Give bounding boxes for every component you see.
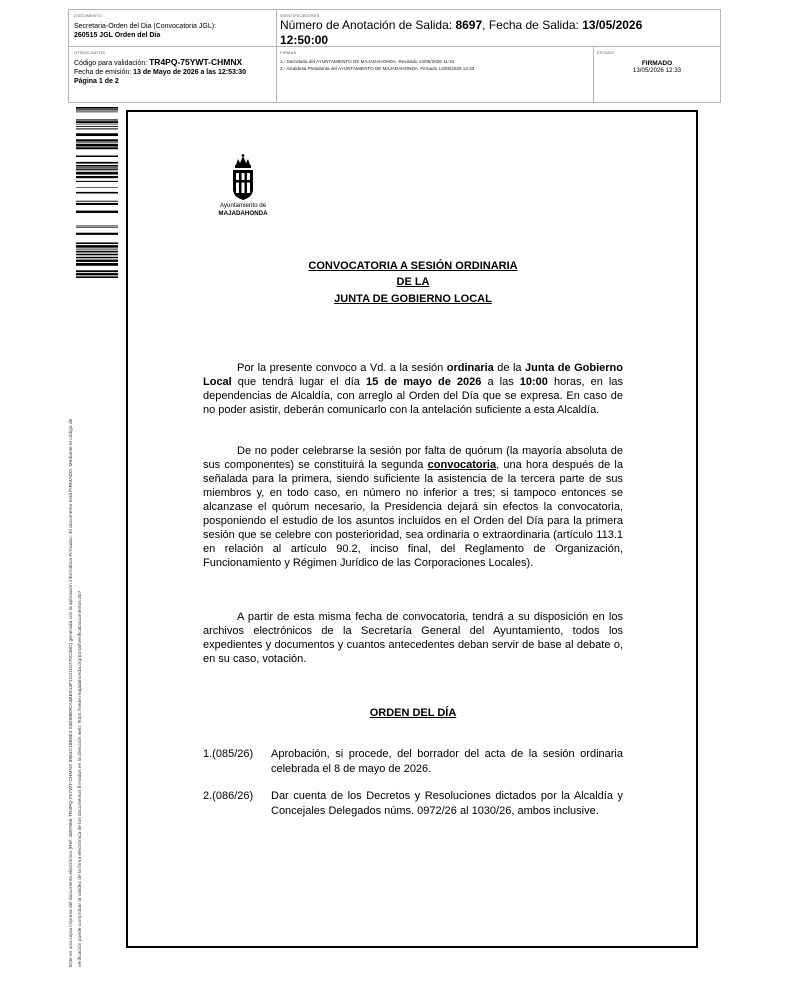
barcode-bar [76, 254, 118, 256]
p1-hora: 10:00 [519, 376, 548, 388]
documento-cell [74, 13, 274, 40]
documento-name: Secretaria-Orden del Dia (Convocatoria JGL): [74, 23, 217, 30]
pagina: Página 1 de 2 [74, 78, 119, 85]
title-line-2: DE LA [396, 276, 430, 288]
barcode-bar [76, 249, 118, 250]
barcode-bar [76, 257, 118, 259]
barcode-bar [76, 192, 118, 194]
p1-text-i: horas, en las dependencias de Alcaldía, con arreglo al Orden del Día que se expresa. En caso de no poder asistir, deberán comunicarlo con la antelación suficiente a esta Alcaldía. [203, 376, 623, 416]
barcode-bar [76, 147, 118, 149]
codigo-value[interactable]: TR4PQ-75YWT-CHMNX [149, 57, 243, 67]
anotacion-mid: , Fecha de Salida: [482, 18, 583, 32]
item-number: 2.(086/26) [203, 790, 254, 802]
barcode-bar [76, 126, 118, 127]
estado-cell [597, 50, 717, 74]
barcode-bar [76, 242, 118, 244]
estado-fecha: 13/05/2026 12:33 [632, 67, 682, 74]
barcode-bar [76, 263, 118, 266]
barcode-bar [76, 109, 118, 110]
barcode-bar [76, 276, 118, 278]
barcode-bar [76, 226, 118, 227]
barcode-bar [76, 142, 118, 143]
codigo-validacion[interactable] [74, 58, 274, 68]
identificadores-label: IDENTIFICADORES [280, 13, 320, 18]
item-text: Aprobación, si procede, del borrador del acta de la sesión ordinaria celebrada el 8 de mayo de 2026. [271, 748, 623, 775]
p1-text-g: a las [481, 376, 520, 388]
barcode-bar [76, 169, 118, 170]
barcode-bar [76, 233, 118, 235]
fecha-emision [74, 68, 274, 77]
side-verification-text [67, 287, 85, 967]
barcode-bar [76, 139, 118, 141]
p2-text-c: , una hora después de la señalada para la primera, siendo suficiente la asistencia de la tercera parte de sus miembros y, en todo caso, en número no inferior a tres; si tampoco entonces se alcanzase el quórum necesario, la Presidencia dejará sin efectos la convocatoria, posponiendo el estudio de los asuntos incluidos en el Orden del Día para la primera sesión que se celebre con posterioridad, sea ordinaria o extraordinaria (artículo 113.1 en relación al artículo 90.2, inciso final, del Reglamento de Organización, Funcionamiento y Régimen Jurídico de las Corporaciones Locales). [203, 459, 623, 569]
item-number: 1.(085/26) [203, 748, 254, 760]
side-text-line-1: Este es una copia impresa del documento electrónico (Ref: 4897866 TR4PQ-75YWT-CHMNX 8984C18B0E4 03E98B9CA3BE913F1C0110770C38C) generada con la aplicación informática Firmadoc. El documento está FIRMADO. Mediante el código de [69, 418, 74, 967]
firma-2: 2.- Alcaldesa Presidenta del AYUNTAMIENTO DE MAJADAHONDA. Firmado 13/05/2026 12:33 [280, 66, 475, 71]
barcode-bar [76, 162, 118, 164]
barcode-bar [76, 251, 118, 253]
barcode-bar [76, 112, 118, 113]
estado-label: ESTADO [597, 50, 615, 55]
firmas-label: FIRMAS [280, 50, 297, 55]
paragraph-quorum [203, 444, 623, 570]
side-text-line-2: verificación puede comprobar la validez de la firma electrónica de los documentos firmados en la dirección web: https://sede.majadahonda.org/portal/VerificaDocumentos.do? [78, 590, 83, 967]
p2-convocatoria: convocatoria [427, 459, 497, 471]
p1-text-e: que tendrá lugar el día [231, 376, 366, 388]
p1-ordinaria: ordinaria [446, 362, 494, 374]
title-line-3: JUNTA DE GOBIERNO LOCAL [334, 293, 492, 305]
barcode-bar [76, 245, 118, 248]
barcode-bar [76, 172, 118, 175]
logo-caption [206, 202, 280, 217]
anotacion-number: 8697 [455, 18, 483, 32]
anotacion-salida [280, 18, 716, 48]
barcode-bar [76, 133, 118, 136]
p2-text-a: De no poder celebrarse la sesión por falta de quórum (la mayoría absoluta de sus componentes) se constituirá la segunda [203, 445, 623, 471]
barcode-bar [76, 167, 118, 168]
otros-label: OTROS DATOS [74, 50, 105, 55]
barcode-bar [76, 128, 118, 129]
emision-value: 13 de Mayo de 2026 a las 12:53:30 [133, 69, 247, 76]
title-line-1: CONVOCATORIA A SESIÓN ORDINARIA [308, 260, 518, 272]
barcode-bar [76, 144, 118, 147]
anotacion-prefix: Número de Anotación de Salida: [280, 18, 456, 32]
paragraph-archivos: A partir de esta misma fecha de convocatoria, tendrá a su disposición en los archivos electrónicos de la Secretaría General del Ayuntamiento, todos los expedientes y documentos y cuantos antecedentes deban servir de base al debate o, en su caso, votación. [203, 611, 623, 665]
documento-label: DOCUMENTO [74, 13, 102, 18]
barcode-bar [76, 187, 118, 188]
emision-prefix: Fecha de emisión: [74, 69, 134, 76]
firma-1: 1.- Secretaria del AYUNTAMIENTO DE MAJADAHONDA. Revisado 13/05/2026 11:34 [280, 59, 455, 64]
p1-text-c: de la [493, 362, 525, 374]
identificadores-cell [280, 13, 716, 48]
barcode-bar [76, 176, 118, 178]
p1-fecha: 15 de mayo de 2026 [366, 376, 482, 388]
barcode-bar [76, 201, 118, 202]
p1-junta: Junta de Gobierno Local [203, 362, 623, 388]
documento-subname: 260515 JGL Orden del Día [74, 32, 161, 39]
barcode-bar [76, 270, 118, 272]
barcode-bar [76, 203, 118, 205]
firmas-cell [280, 50, 590, 72]
barcode-bar [76, 260, 118, 262]
barcode-bar [76, 107, 118, 109]
item-text: Dar cuenta de los Decretos y Resoluciones dictados por la Alcaldía y Concejales Delegados núms. 0972/26 al 1030/26, ambos inclusive. [271, 790, 623, 817]
barcode-bar [76, 121, 118, 123]
logo-line-1: Ayuntamiento de [219, 202, 267, 209]
estado-value: FIRMADO [641, 60, 673, 67]
logo-line-2: MAJADAHONDA [218, 209, 268, 217]
barcode-bar [76, 165, 118, 167]
anotacion-date: 13/05/2026 [582, 18, 643, 32]
barcode-bar [76, 124, 118, 125]
barcode-graphic [76, 107, 118, 278]
barcode-bar [76, 181, 118, 182]
paragraph-convocatoria [203, 361, 623, 417]
barcode-bar [76, 227, 118, 228]
barcode-bar [76, 155, 118, 157]
document-header [68, 9, 721, 103]
codigo-prefix: Código para validación: [74, 60, 150, 67]
anotacion-time: 12:50:00 [280, 33, 329, 47]
orden-del-dia-title: ORDEN DEL DÍA [369, 707, 457, 719]
barcode-bar [76, 211, 118, 213]
p1-text-a: Por la presente convoco a Vd. a la sesión [237, 362, 447, 374]
otros-datos-cell [74, 50, 274, 86]
barcode-bar [76, 273, 118, 275]
barcode-bar [76, 119, 118, 120]
